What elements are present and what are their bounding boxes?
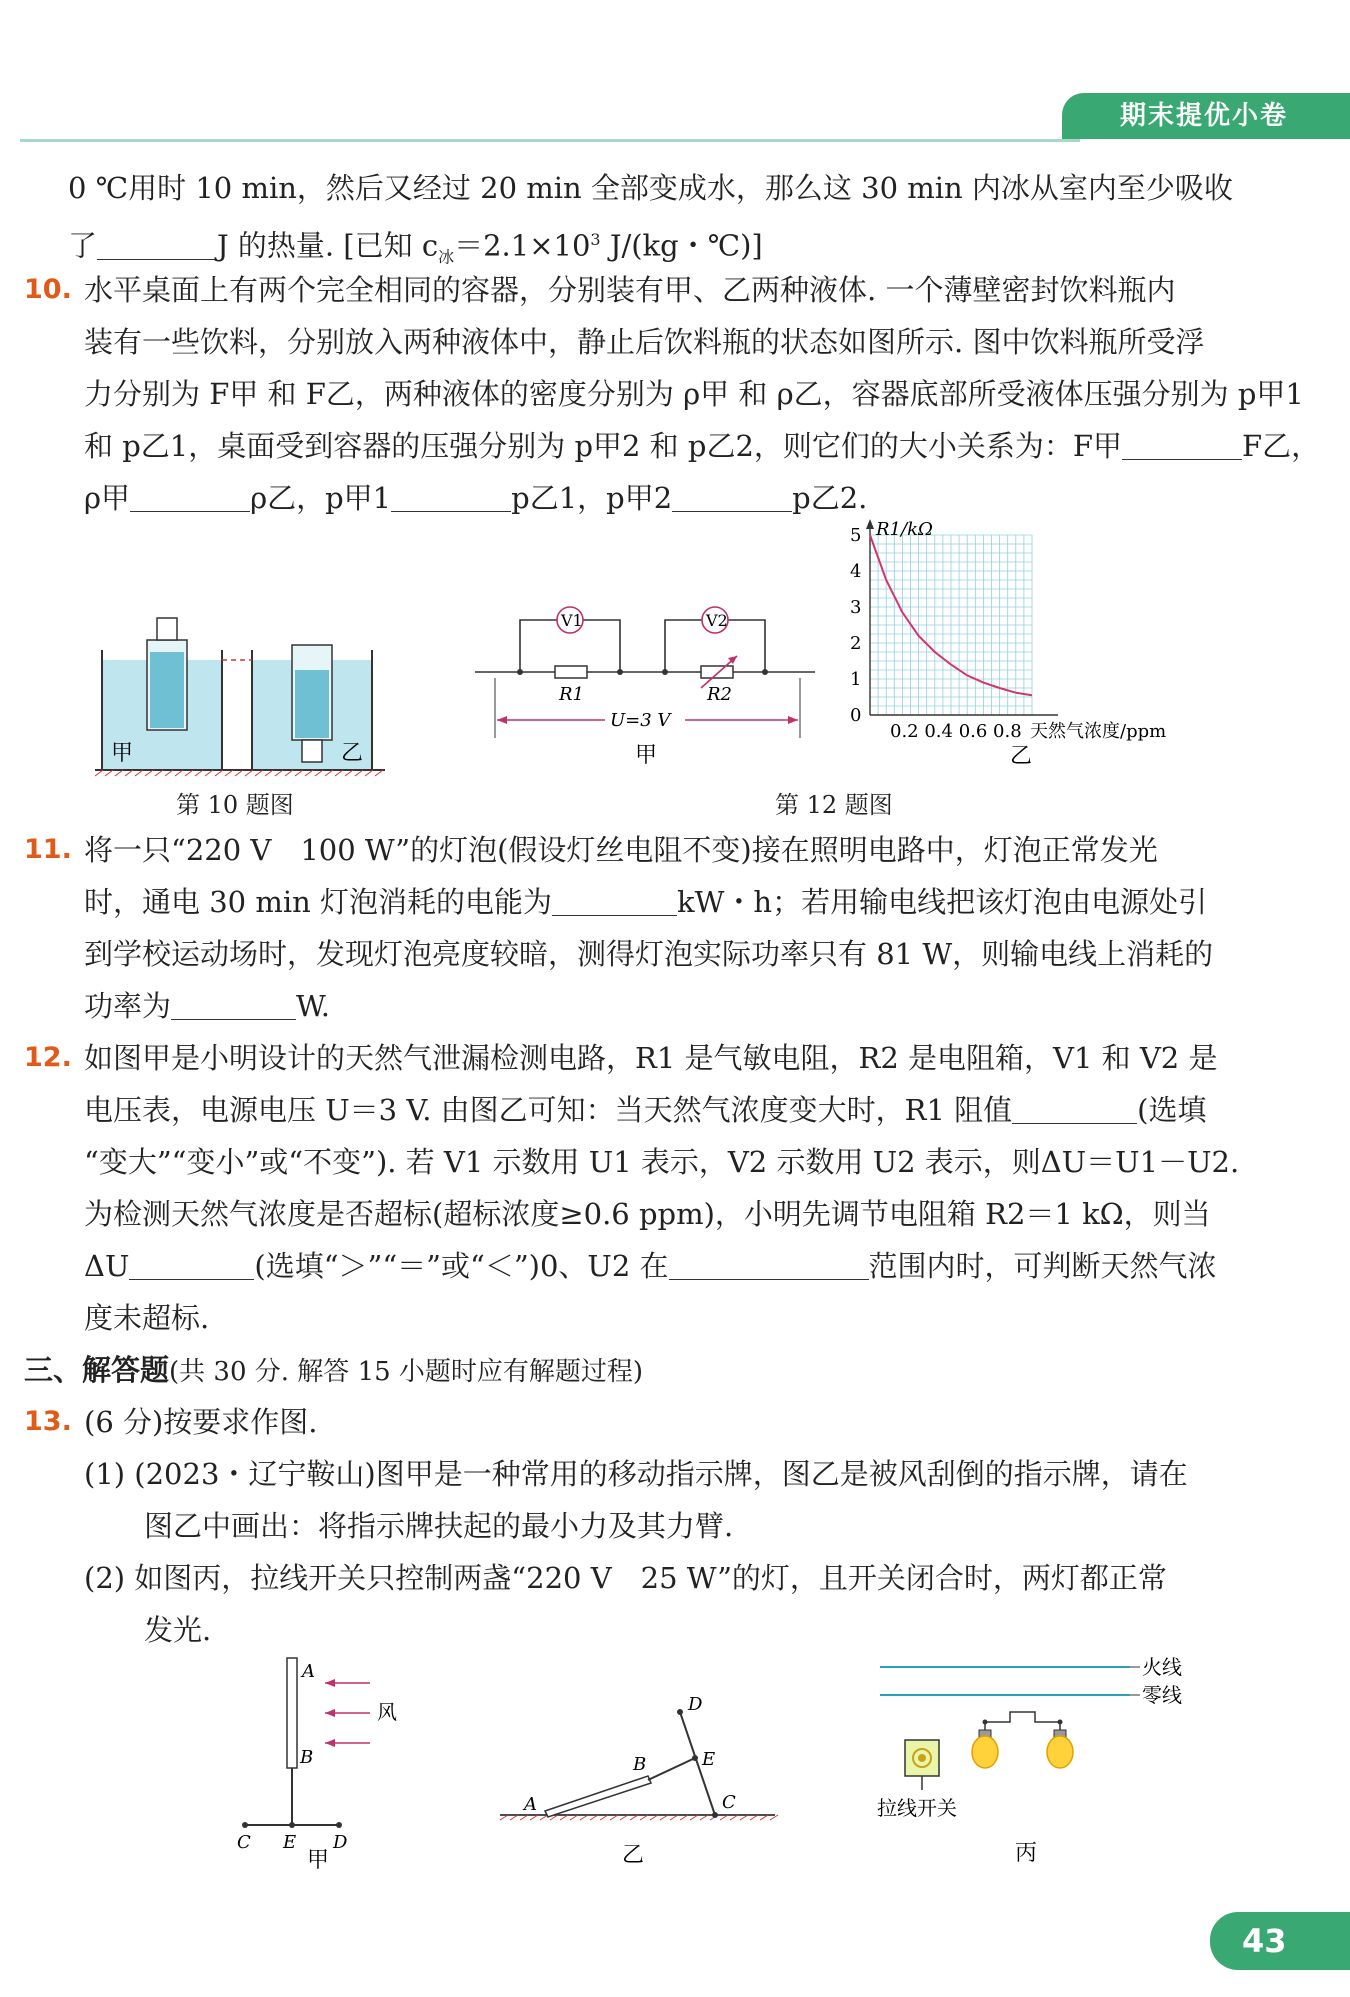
section3-heading — [24, 1344, 643, 1398]
q10-line5-c: p乙1，p甲2 — [511, 481, 673, 515]
fig10-caption: 第 10 题图 — [176, 791, 294, 819]
bottle-jia-cap — [157, 618, 177, 640]
q10-line5-a: ρ甲 — [84, 481, 131, 515]
circuit-label-jia: 甲 — [635, 743, 658, 768]
fig12-graph — [840, 515, 1220, 770]
graph-y-ticks — [850, 525, 861, 726]
answer-blank[interactable] — [1012, 1093, 1137, 1124]
q10-line5-b: ρ乙，p甲1 — [250, 481, 392, 515]
y-tick-label: 2 — [850, 633, 862, 654]
q13-p2-line1: (2) 如图丙，拉线开关只控制两盏“220 V 25 W”的灯，且开关闭合时，两灯都正常 — [84, 1561, 1167, 1595]
q12-line6: 度未超标. — [84, 1301, 210, 1335]
bottle-yi-cap — [302, 740, 322, 762]
svg-text:E: E — [702, 1749, 716, 1770]
svg-text:C: C — [237, 1832, 251, 1853]
q10-line5-d: p乙2. — [792, 481, 868, 515]
q11-line2-a: 时，通电 30 min 灯泡消耗的电能为 — [84, 885, 553, 919]
pull-switch-label: 拉线开关 — [877, 1796, 957, 1820]
answer-blank[interactable] — [130, 481, 250, 512]
bottle-jia-drink — [150, 652, 184, 728]
q11-number: 11. — [24, 834, 72, 865]
svg-text:B: B — [300, 1747, 314, 1768]
q9-line2-c: ＝2.1×10 — [454, 228, 591, 263]
q10-line3: 力分别为 F甲 和 F乙，两种液体的密度分别为 ρ甲 和 ρ乙，容器底部所受液体压强分别为 p甲1 — [84, 377, 1304, 411]
q10-line5 — [84, 472, 867, 524]
q12-line5-c: 范围内时，可判断天然气浓 — [868, 1249, 1217, 1283]
q11-line3: 到学校运动场时，发现灯泡亮度较暗，测得灯泡实际功率只有 81 W，则输电线上消耗的 — [84, 937, 1214, 971]
q10-line4-end: F乙， — [1242, 429, 1321, 463]
section3-note: (共 30 分. 解答 15 小题时应有解题过程) — [169, 1357, 644, 1387]
resistor-r2-icon — [701, 666, 733, 678]
y-tick-label: 3 — [850, 597, 862, 618]
q10-line4 — [84, 420, 1320, 472]
answer-blank[interactable] — [171, 989, 296, 1020]
sign-board — [287, 1658, 297, 1768]
q13-p1-line2: 图乙中画出：将指示牌扶起的最小力及其力臂. — [144, 1509, 734, 1543]
r2-label: R2 — [707, 684, 733, 705]
answer-blank[interactable] — [1122, 429, 1242, 460]
header-tab: 期末提优小卷 — [1062, 93, 1350, 139]
live-wire-label: 火线 — [1142, 1655, 1182, 1679]
q9-line2-a: 了 — [68, 228, 98, 263]
fig13-wiring — [875, 1650, 1205, 1870]
y-tick-label: 0 — [850, 705, 862, 726]
answer-blank[interactable] — [669, 1249, 869, 1280]
bulb-icon — [1047, 1736, 1073, 1768]
q13-line1: (6 分)按要求作图. — [84, 1405, 318, 1439]
svg-text:A: A — [302, 1661, 315, 1682]
q13-p1-line1: (1) (2023・辽宁鞍山)图甲是一种常用的移动指示牌，图乙是被风刮倒的指示牌，请在 — [84, 1457, 1188, 1491]
graph-grid — [870, 535, 1032, 715]
q10-line2: 装有一些饮料，分别放入两种液体中，静止后饮料瓶的状态如图所示. 图中饮料瓶所受浮 — [84, 325, 1205, 359]
q11-line4 — [84, 980, 330, 1032]
graph-x-ticks: 0.2 0.4 0.6 0.8 — [890, 721, 1022, 742]
q9-line1: 0 ℃用时 10 min，然后又经过 20 min 全部变成水，那么这 30 min 内冰从室内至少吸收 — [68, 171, 1233, 205]
q10-number: 10. — [24, 274, 72, 305]
fig10-label-jia: 甲 — [111, 741, 134, 766]
svg-text:B: B — [633, 1754, 647, 1775]
v2-label: V2 — [706, 611, 728, 630]
q12-line2-b: (选填 — [1137, 1093, 1207, 1127]
fallen-board — [545, 1776, 651, 1817]
q12-line5-a: ΔU — [84, 1249, 130, 1283]
fig13-fallen-sign — [500, 1690, 780, 1870]
fig12-circuit — [475, 590, 820, 768]
q11-line1: 将一只“220 V 100 W”的灯泡(假设灯丝电阻不变)接在照明电路中，灯泡正常发光 — [84, 833, 1158, 867]
graph-y-label: R1/kΩ — [876, 519, 933, 540]
header-rule — [20, 139, 1080, 142]
q9-line2-d: J/(kg・℃)] — [600, 228, 763, 263]
page-number: 43 — [1210, 1912, 1350, 1970]
q12-line5 — [84, 1240, 1217, 1292]
fig13-label-jia: 甲 — [307, 1848, 330, 1873]
q12-line2-a: 电压表，电源电压 U＝3 V. 由图乙可知：当天然气浓度变大时，R1 阻值 — [84, 1093, 1013, 1127]
fig10-label-yi: 乙 — [341, 741, 364, 766]
y-tick-label: 4 — [850, 561, 862, 582]
q12-number: 12. — [24, 1042, 72, 1073]
q10-line4-text: 和 p乙1，桌面受到容器的压强分别为 p甲2 和 p乙2，则它们的大小关系为：F甲 — [84, 429, 1123, 463]
q9-sub: 冰 — [438, 247, 455, 267]
q11-line2 — [84, 876, 1207, 928]
svg-text:D: D — [688, 1694, 703, 1715]
fig13-sign — [225, 1655, 425, 1873]
fig12-caption: 第 12 题图 — [775, 791, 893, 819]
q9-line2-b: J 的热量. [已知 c — [217, 228, 439, 263]
y-tick-label: 5 — [850, 525, 862, 546]
answer-blank[interactable] — [129, 1249, 254, 1280]
y-tick-label: 1 — [850, 669, 862, 690]
q10-line1: 水平桌面上有两个完全相同的容器，分别装有甲、乙两种液体. 一个薄壁密封饮料瓶内 — [84, 273, 1176, 307]
q9-sup: 3 — [590, 230, 601, 249]
q11-line2-b: kW・h；若用输电线把该灯泡由电源处引 — [677, 885, 1208, 919]
svg-text:E: E — [283, 1832, 297, 1853]
q12-line3: “变大”“变小”或“不变”). 若 V1 示数用 U1 表示，V2 示数用 U2 表示，则ΔU＝U1－U2. — [84, 1145, 1240, 1179]
v1-label: V1 — [561, 611, 583, 630]
q13-p2-line2: 发光. — [144, 1613, 212, 1647]
r1-label: R1 — [559, 684, 585, 705]
wind-label: 风 — [377, 1700, 397, 1724]
graph-label-yi: 乙 — [1010, 744, 1033, 769]
answer-blank[interactable] — [672, 481, 792, 512]
q12-line4: 为检测天然气浓度是否超标(超标浓度≥0.6 ppm)，小明先调节电阻箱 R2＝1 kΩ，则当 — [84, 1197, 1211, 1231]
q12-line1: 如图甲是小明设计的天然气泄漏检测电路，R1 是气敏电阻，R2 是电阻箱，V1 和 V2 是 — [84, 1041, 1218, 1075]
answer-blank[interactable] — [391, 481, 511, 512]
graph-x-label: 天然气浓度/ppm — [1030, 721, 1167, 742]
u-label: U=3 V — [610, 710, 671, 731]
answer-blank[interactable] — [97, 229, 217, 260]
answer-blank[interactable] — [552, 885, 677, 916]
q12-line5-b: (选填“＞”“＝”或“＜”)0、U2 在 — [254, 1249, 669, 1283]
fig13-label-yi: 乙 — [622, 1843, 645, 1868]
fig10-containers — [95, 610, 385, 785]
resistor-r1-icon — [555, 666, 587, 678]
svg-text:D: D — [333, 1832, 348, 1853]
neutral-wire-label: 零线 — [1142, 1683, 1182, 1707]
svg-text:C: C — [722, 1792, 736, 1813]
svg-text:A: A — [524, 1794, 537, 1815]
q13-number: 13. — [24, 1406, 72, 1437]
bottle-yi-drink — [295, 670, 329, 738]
bulb-icon — [972, 1736, 998, 1768]
q11-line4-a: 功率为 — [84, 989, 172, 1023]
section3-title: 三、解答题 — [24, 1353, 170, 1387]
fig13-label-bing: 丙 — [1015, 1841, 1038, 1866]
q11-line4-b: W. — [296, 989, 330, 1023]
q12-line2 — [84, 1084, 1206, 1136]
